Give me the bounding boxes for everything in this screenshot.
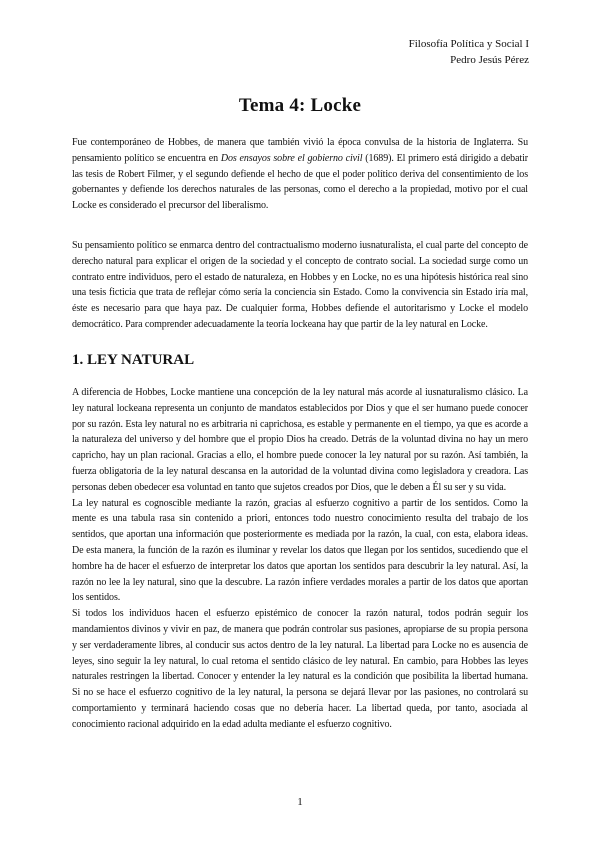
course-name: Filosofía Política y Social I [408, 38, 529, 50]
document-title: Tema 4: Locke [238, 95, 362, 116]
intro-p1-text-b: (1689). El primero está dirigido a debatir las tesis de Robert Filmer, y el segundo defiende el hecho de que el poder político deriva del consentimiento de los gobernantes y defiende los derechos naturales de las personas, como el derecho a la propiedad, motivo por el cual Locke es considerado el precursor del liberalismo. [72, 152, 528, 212]
section-paragraph-2: La ley natural es cognoscible mediante la razón, gracias al esfuerzo cognitivo a partir de los sentidos. Como la mente es una tabula rasa sin contenido a priori, entonces todo nuestro conocimiento resulta del trabajo de los sentidos, que aportan una información que posteriormente es mediada por la razón, la cual, con esta, elabora ideas. De esta manera, la función de la razón es iluminar y revelar los datos que llegan por los sentidos, sucediendo que el hombre ha de hacer el esfuerzo de interpretar los datos que aportan los sentidos para descubrir la ley natural. Así, la razón no lee la ley natural, sino que la descubre. La razón infiere verdades morales a partir de los datos que aportan los sentidos. [72, 497, 528, 604]
page-number: 1 [297, 796, 303, 808]
book-title: Dos ensayos sobre el gobierno civil [220, 152, 363, 164]
section-paragraph-1: A diferencia de Hobbes, Locke mantiene una concepción de la ley natural más acorde al iusnaturalismo clásico. La ley natural lockeana representa un conjunto de mandatos establecidos por Dios y que el ser humano puede conocer por su razón. Esta ley natural no es arbitraria ni caprichosa, es estable y permanente en el tiempo, ya que es acorde a la naturaleza del universo y del hombre que el propio Dios ha creado. Detrás de la voluntad divina no hay un mero capricho, hay un plan racional. Gracias a ello, el hombre puede conocer la ley natural por su razón. Así también, la fuerza obligatoria de la ley natural descansa en la autoridad de la voluntad divina como legisladora y creadora. Las personas deben obedecer esa voluntad en tanto que sujetos creados por Dios, que le deben a Él su ser y su vida. [72, 387, 528, 493]
section-heading: 1. LEY NATURAL [72, 352, 195, 368]
section-body [72, 385, 528, 733]
intro-paragraph-1 [72, 135, 528, 214]
section-paragraph-3: Si todos los individuos hacen el esfuerzo epistémico de conocer la razón natural, todos podrán seguir los mandamientos divinos y vivir en paz, de manera que podrán controlar sus pasiones, apropiarse de su propia persona y ser verdaderamente libres, al conducir sus actos dentro de la ley natural. La libertad para Locke no es ausencia de leyes, sino seguir la ley natural, lo cual retoma el sentido clásico de ley natural. En cambio, para Hobbes las leyes naturales restringen la libertad. Conocer y entender la ley natural es la condición que posibilita la libertad humana. Si no se hace el esfuerzo cognitivo de la ley natural, la persona se dejará llevar por las pasiones, no controlará su comportamiento y terminará haciendo cosas que no debería hacer. La libertad queda, por tanto, asociada al conocimiento racional adquirido en la edad adulta mediante el esfuerzo cognitivo. [72, 608, 528, 730]
intro-p2-text: Su pensamiento político se enmarca dentro del contractualismo moderno iusnaturalista, el cual parte del concepto de derecho natural para explicar el origen de la sociedad y el concepto de contrato social. La sociedad surge como un contrato entre individuos, pero el estado de naturaleza, en Hobbes y en Locke, no es una hipótesis histórica real sino una tesis ficticia que trata de reflejar cómo sería la conciencia sin Estado. Como la convivencia sin Estado iría mal, éste es necesario para que haya paz. De cualquier forma, Hobbes defiende el autoritarismo y Locke el modelo democrático. Para comprender adecuadamente la teoría lockeana hay que partir de la ley natural en Locke. [72, 240, 528, 330]
intro-paragraph-2 [72, 238, 528, 333]
intro-p1-text-a: Fue contemporáneo de Hobbes, de manera que también vivió la época convulsa de la historia de Inglaterra. Su pensamiento político se encuentra en [72, 137, 528, 164]
author-name: Pedro Jesús Pérez [450, 54, 529, 66]
page-header [409, 36, 529, 68]
